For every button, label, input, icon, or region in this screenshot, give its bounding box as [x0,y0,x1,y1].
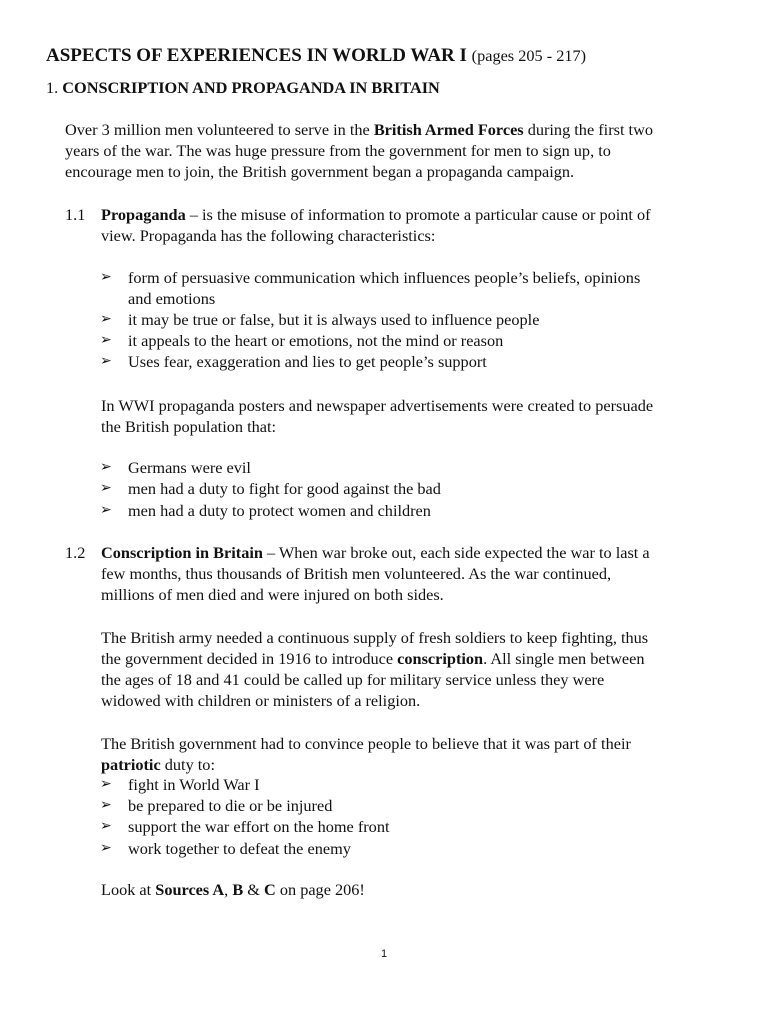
intro-line-3: encourage men to join, the British government began a propaganda campaign. [65,162,575,181]
title-main: ASPECTS OF EXPERIENCES IN WORLD WAR I [46,45,467,66]
intro-line-1 [65,120,653,140]
government-paragraph-line-2 [101,755,215,775]
army-text: the government decided in 1916 to introduce [101,649,398,668]
intro-bold-term: British Armed Forces [373,120,524,139]
subsection-1-2-line-1 [101,543,650,563]
bullet-icon: ➢ [100,270,112,285]
army-paragraph-line-1: The British army needed a continuous supply of fresh soldiers to keep fighting, thus [101,628,649,647]
army-paragraph-line-2 [101,649,645,669]
look-text-end: on page 206! [275,880,365,899]
bullet-icon: ➢ [100,777,112,792]
bullet-icon: ➢ [100,481,112,496]
propaganda-posters-line-1: In WWI propaganda posters and newspaper advertisements were created to persuade [101,396,654,415]
subsection-1-2-line-2: few months, thus thousands of British men volunteered. As the war continued, [101,564,612,583]
army-paragraph-line-4: widowed with children or ministers of a religion. [101,691,421,710]
bullet-icon: ➢ [100,333,112,348]
subsection-1-2-number: 1.2 [65,543,86,562]
intro-text: Over 3 million men volunteered to serve in the [65,120,374,139]
list-item-continuation: and emotions [128,289,216,308]
source-a: Sources A [155,880,225,899]
separator: , [224,880,233,899]
propaganda-definition: – is the misuse of information to promote a particular cause or point of [185,205,651,224]
propaganda-posters-line-2: the British population that: [101,417,277,436]
title-pages: (pages 205 - 217) [471,46,587,65]
conscription-definition: – When war broke out, each side expected the war to last a [262,543,650,562]
separator: & [243,880,264,899]
patriotic-bold: patriotic [101,755,161,774]
bullet-icon: ➢ [100,460,112,475]
army-paragraph-line-3: the ages of 18 and 41 could be called up for military service unless they were [101,670,605,689]
bullet-icon: ➢ [100,312,112,327]
list-item: form of persuasive communication which influences people’s beliefs, opinions [128,268,641,287]
source-b: B [232,880,244,899]
subsection-1-1-number: 1.1 [65,205,86,224]
list-item: Germans were evil [128,458,251,477]
bullet-icon: ➢ [100,841,112,856]
look-at-sources-line [101,880,365,900]
list-item: Uses fear, exaggeration and lies to get people’s support [128,352,487,371]
section-1-heading [46,78,440,98]
page-number: 1 [380,948,388,960]
bullet-icon: ➢ [100,798,112,813]
list-item: be prepared to die or be injured [128,796,333,815]
list-item: fight in World War I [128,775,260,794]
subsection-1-2-line-3: millions of men died and were injured on both sides. [101,585,444,604]
army-text-end: . All single men between [483,649,645,668]
intro-line-2: years of the war. The was huge pressure from the government for men to sign up, to [65,141,611,160]
look-text: Look at [101,880,156,899]
bullet-icon: ➢ [100,354,112,369]
list-item: support the war effort on the home front [128,817,390,836]
bullet-icon: ➢ [100,819,112,834]
conscription-term: Conscription in Britain [101,543,263,562]
section-1-number: 1. [46,78,59,97]
document-title [46,44,586,68]
list-item: it may be true or false, but it is always used to influence people [128,310,540,329]
government-paragraph-line-1: The British government had to convince people to believe that it was part of their [101,734,631,753]
subsection-1-1-line-2: view. Propaganda has the following characteristics: [101,226,436,245]
conscription-bold: conscription [397,649,484,668]
intro-text-end: during the first two [523,120,653,139]
section-1-title: CONSCRIPTION AND PROPAGANDA IN BRITAIN [62,78,440,97]
subsection-1-1-line-1 [101,205,651,225]
duty-text: duty to: [160,755,215,774]
list-item: men had a duty to protect women and children [128,501,431,520]
propaganda-term: Propaganda [101,205,186,224]
bullet-icon: ➢ [100,503,112,518]
list-item: work together to defeat the enemy [128,839,351,858]
source-c: C [264,880,276,899]
list-item: it appeals to the heart or emotions, not the mind or reason [128,331,504,350]
list-item: men had a duty to fight for good against the bad [128,479,441,498]
